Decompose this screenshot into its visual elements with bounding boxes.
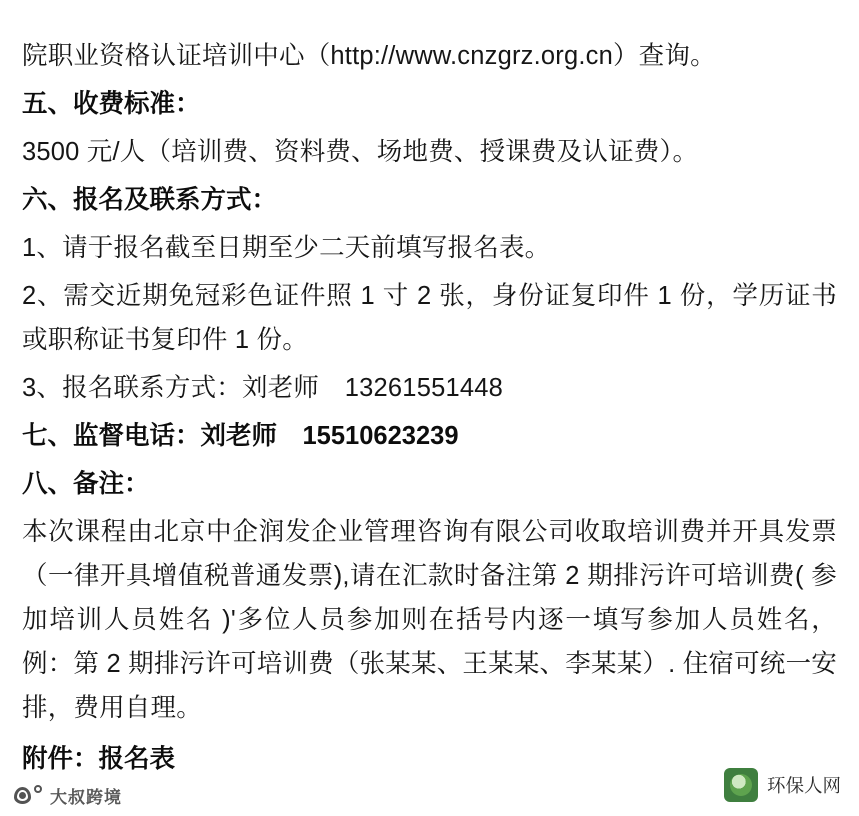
paragraph-fee-amount: 3500 元/人（培训费、资料费、场地费、授课费及认证费）。 — [22, 138, 699, 166]
paragraph-url: 院职业资格认证培训中心（http://www.cnzgrz.org.cn）查询。 — [22, 42, 716, 70]
account-name: 环保人网 — [766, 775, 841, 796]
heading-supervision-phone: 七、监督电话：刘老师 15510623239 — [22, 422, 459, 450]
heading-attachment: 附件：报名表 — [22, 745, 176, 773]
list-item-2: 2、需交近期免冠彩色证件照 1 寸 2 张，身份证复印件 1 份，学历证书或职称证书复印件 1 份。 — [22, 282, 837, 354]
eye-icon — [14, 784, 44, 808]
account-avatar-icon — [724, 768, 758, 802]
heading-remark: 八、备注： — [22, 470, 150, 498]
spacer — [22, 730, 837, 737]
list-item-1: 1、请于报名截至日期至少二天前填写报名表。 — [22, 234, 551, 262]
watermark-left — [14, 783, 122, 808]
watermark-left-label: 大叔跨境 — [50, 788, 122, 807]
heading-signup-contact: 六、报名及联系方式： — [22, 186, 278, 214]
list-item-3: 3、报名联系方式：刘老师 13261551448 — [22, 374, 503, 402]
heading-fee-standard: 五、收费标准： — [22, 90, 201, 118]
account-badge[interactable] — [724, 768, 841, 802]
paragraph-remark-body: 本次课程由北京中企润发企业管理咨询有限公司收取培训费并开具发票（一律开具增值税普通发票),请在汇款时备注第 2 期排污许可培训费( 参加培训人员姓名 )'多位人员参加则在括号内逐一填写参加人员姓名，例：第 2 期排污许可培训费（张某某、王某某、李某某）. 住宿可统一安排，费用自理。 — [22, 518, 837, 722]
